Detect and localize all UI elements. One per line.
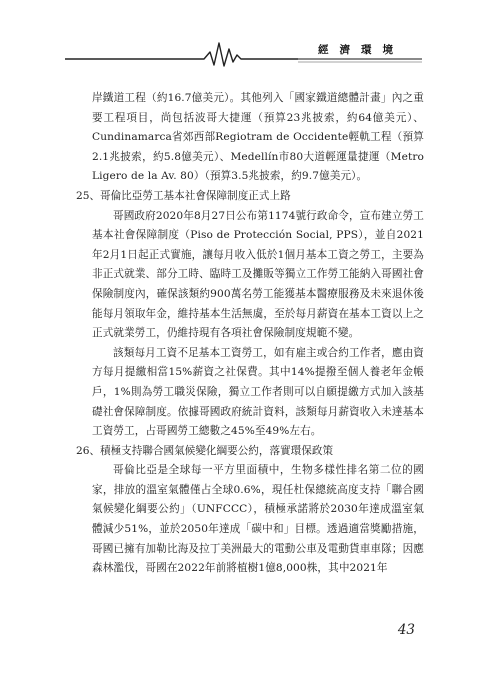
section-label: 經濟環境: [318, 44, 404, 56]
item-title: 積極支持聯合國氣候變化綱要公約，落實環保政策: [100, 444, 334, 457]
item-heading: [76, 442, 424, 462]
item-paragraph: 哥國政府2020年8月27日公布第1174號行政命令，宣布建立勞工基本社會保障制度（Piso de Protección Social, PPS），並自2021年2月1日起正式實施，讓每月收入低於1個月基本工資之勞工，主要為非正式就業、部分工時、臨時工及攤販等獨立工作勞工能納入哥國社會保險制度內，確保該類約900萬名勞工能獲基本醫療服務及未來退休後能每月領取年金，維持基本生活無虞，至於每月薪資在基本工資以上之正式就業勞工，仍維持現有各項社會保險制度規範不變。: [92, 209, 424, 340]
page-body: [76, 89, 424, 579]
list-item: [76, 442, 424, 579]
item-paragraph: 該類每月工資不足基本工資勞工，如有雇主或合約工作者，應由資方每月提繳相當15%薪資之社保費。其中14%提撥至個人養老年金帳戶，1%則為勞工職災保險，獨立工作者則可以自願提繳方式加入該基礎社會保障制度。依據哥國政府統計資料，該類每月薪資收入未達基本工資勞工，占哥國勞工總數之45%至49%左右。: [92, 346, 424, 438]
item-title: 哥倫比亞勞工基本社會保障制度正式上路: [100, 189, 291, 202]
item-heading: [76, 187, 424, 207]
item-number: 25、: [76, 189, 101, 202]
continued-paragraph: 岸鐵道工程（約16.7億美元）。其他列入「國家鐵道總體計畫」內之重要工程項目，尚包括波哥大捷運（預算23兆披索，約64億美元）、Cundinamarca省郊西部Regiotram de Occidente輕軌工程（預算2.1兆披索，約5.8億美元）、Medellín市80大道輕運量捷運（Metro Ligero de la Av. 80）（預算3.5兆披索，約9.7億美元）。: [92, 92, 424, 183]
item-number: 26、: [76, 444, 101, 457]
page-header: [0, 38, 480, 68]
page-number: 43: [397, 622, 415, 638]
list-item: [76, 187, 424, 442]
item-paragraph: 哥倫比亞是全球每一平方里面積中，生物多樣性排名第二位的國家，排放的溫室氣體僅占全球0.6%，現任杜保總統高度支持「聯合國氣候變化綱要公約」（UNFCCC），積極承諾將於2030年達成溫室氣體減少51%，並於2050年達成「碳中和」目標。透過適當獎勵措施，哥國已擁有加勒比海及拉丁美洲最大的電動公車及電動貨車車隊；因應森林濫伐，哥國在2022年前將植樹1億8,000株，其中2021年: [92, 464, 424, 575]
